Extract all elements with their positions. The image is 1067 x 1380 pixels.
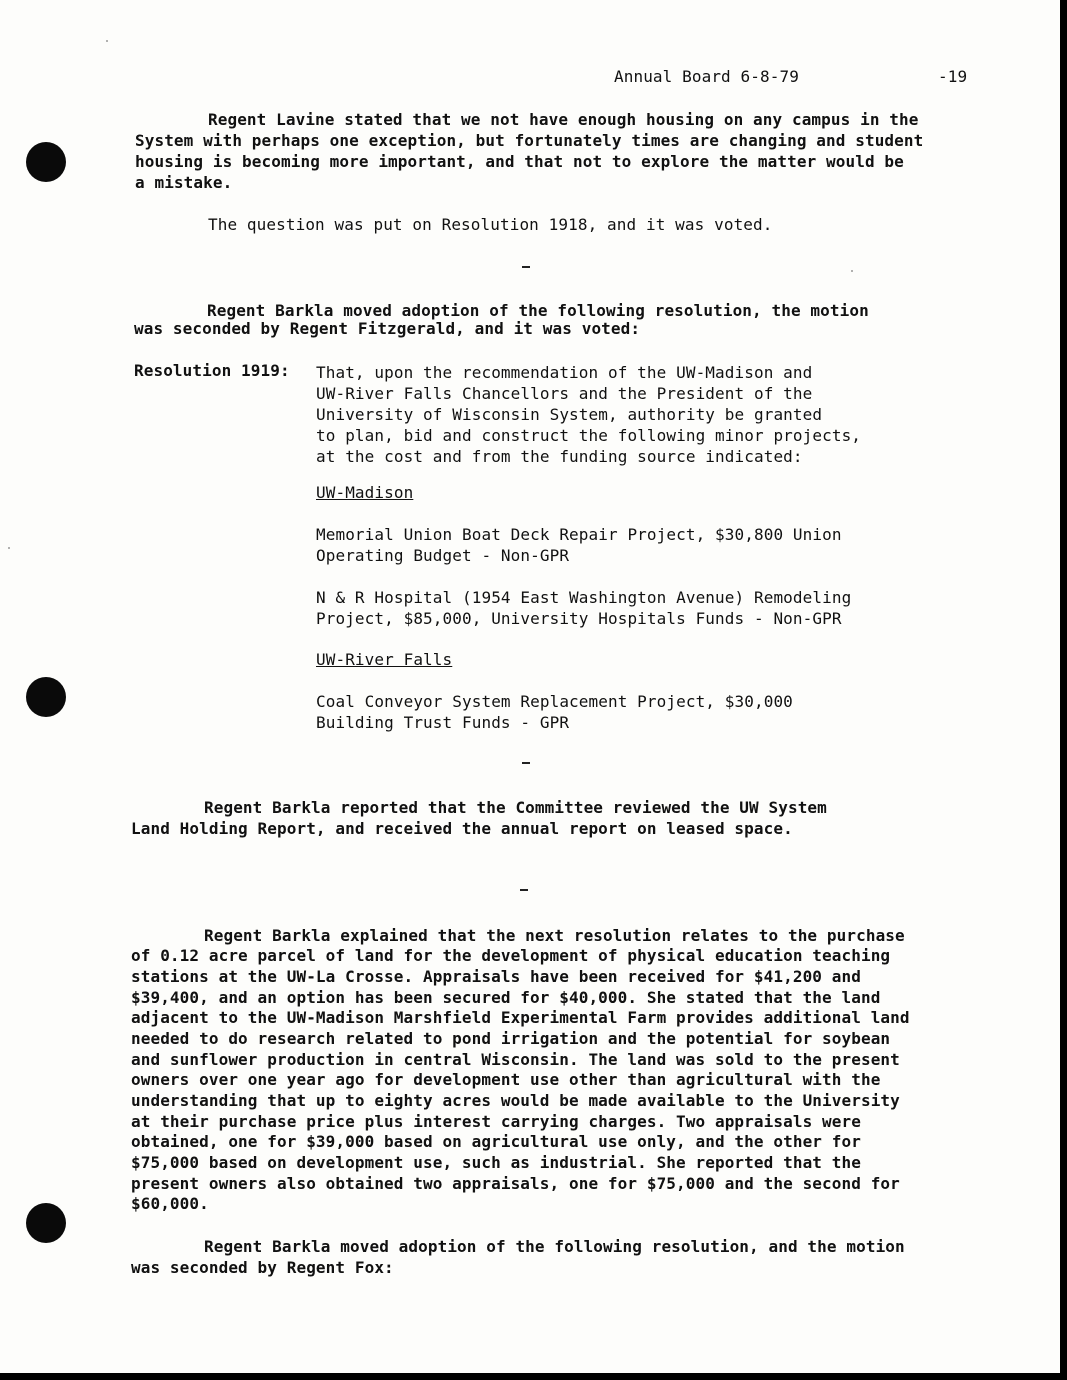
- scan-speck: [851, 270, 853, 272]
- paragraph-line: needed to do research related to pond irrigation and the potential for soybean: [131, 1029, 891, 1048]
- punch-hole-bottom: [26, 1203, 66, 1243]
- paragraph-line: $60,000.: [131, 1194, 209, 1213]
- paragraph-line: $39,400, and an option has been secured for $40,000. She stated that the land: [131, 988, 881, 1007]
- resolution-label: Resolution 1919:: [134, 361, 290, 380]
- resolution-line: at the cost and from the funding source indicated:: [316, 447, 803, 466]
- resolution-line: University of Wisconsin System, authority be granted: [316, 405, 823, 424]
- paragraph-line: Land Holding Report, and received the annual report on leased space.: [131, 819, 793, 838]
- section-separator: [522, 266, 530, 268]
- page-number: -19: [938, 67, 968, 86]
- page-header-title: Annual Board 6-8-79: [614, 67, 799, 86]
- paragraph-line: Regent Lavine stated that we not have enough housing on any campus in the: [208, 110, 919, 129]
- project-line: Memorial Union Boat Deck Repair Project, $30,800 Union: [316, 525, 842, 544]
- paragraph-line: owners over one year ago for development use other than agricultural with the: [131, 1070, 881, 1089]
- project-line: Building Trust Funds - GPR: [316, 713, 570, 732]
- resolution-line: That, upon the recommendation of the UW-Madison and: [316, 363, 813, 382]
- paragraph-line: and sunflower production in central Wisconsin. The land was sold to the present: [131, 1050, 900, 1069]
- paragraph-line: $75,000 based on development use, such as industrial. She reported that the: [131, 1153, 861, 1172]
- paragraph-line: housing is becoming more important, and that not to explore the matter would be: [135, 152, 904, 171]
- paragraph-line: Regent Barkla explained that the next resolution relates to the purchase: [204, 926, 905, 945]
- section-separator: [522, 762, 530, 764]
- section-heading-uw-river-falls: UW-River Falls: [316, 650, 453, 669]
- paragraph-line: at their purchase price plus interest carrying charges. Two appraisals were: [131, 1112, 861, 1131]
- paragraph-line: stations at the UW-La Crosse. Appraisals have been received for $41,200 and: [131, 967, 861, 986]
- paragraph-line: understanding that up to eighty acres would be made available to the University: [131, 1091, 900, 1110]
- paragraph-line: obtained, one for $39,000 based on agricultural use only, and the other for: [131, 1132, 861, 1151]
- resolution-line: UW-River Falls Chancellors and the President of the: [316, 384, 813, 403]
- project-line: Operating Budget - Non-GPR: [316, 546, 570, 565]
- paragraph-line: present owners also obtained two appraisals, one for $75,000 and the second for: [131, 1174, 900, 1193]
- project-line: Project, $85,000, University Hospitals Funds - Non-GPR: [316, 609, 842, 628]
- section-heading-uw-madison: UW-Madison: [316, 483, 414, 502]
- paragraph-line: System with perhaps one exception, but fortunately times are changing and student: [135, 131, 924, 150]
- paragraph-line: Regent Barkla moved adoption of the following resolution, and the motion: [204, 1237, 905, 1256]
- paragraph-line: was seconded by Regent Fitzgerald, and it was voted:: [134, 319, 641, 338]
- section-separator: [520, 889, 528, 891]
- paragraph-line: a mistake.: [135, 173, 233, 192]
- scan-speck: [8, 547, 10, 549]
- scan-speck: [106, 40, 108, 42]
- punch-hole-middle: [26, 677, 66, 717]
- paragraph-line: Regent Barkla reported that the Committee reviewed the UW System: [204, 798, 827, 817]
- paragraph-line: The question was put on Resolution 1918, and it was voted.: [208, 215, 773, 234]
- resolution-line: to plan, bid and construct the following minor projects,: [316, 426, 862, 445]
- project-line: N & R Hospital (1954 East Washington Avenue) Remodeling: [316, 588, 852, 607]
- project-line: Coal Conveyor System Replacement Project, $30,000: [316, 692, 793, 711]
- paragraph-line: Regent Barkla moved adoption of the following resolution, the motion: [207, 301, 869, 320]
- paragraph-line: adjacent to the UW-Madison Marshfield Experimental Farm provides additional land: [131, 1008, 910, 1027]
- punch-hole-top: [26, 142, 66, 182]
- paragraph-line: of 0.12 acre parcel of land for the development of physical education teaching: [131, 946, 891, 965]
- paragraph-line: was seconded by Regent Fox:: [131, 1258, 394, 1277]
